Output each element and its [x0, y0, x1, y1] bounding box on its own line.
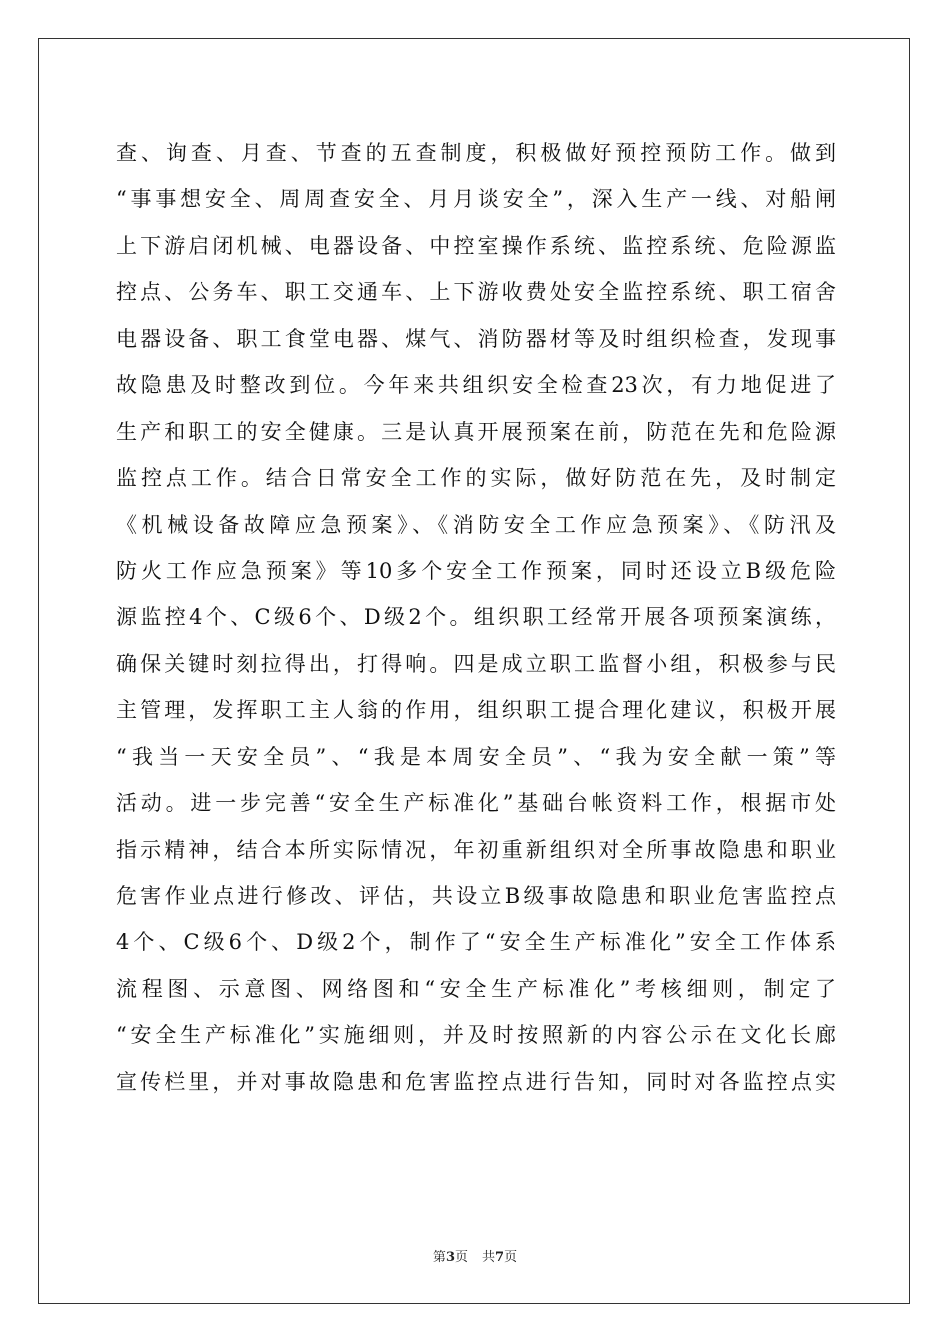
page-footer	[0, 1246, 950, 1265]
text-line-18: 4个、C级6个、D级2个，制作了“安全生产标准化”安全工作体系	[116, 930, 836, 955]
text-line-15: 活动。进一步完善“安全生产标准化”基础台帐资料工作，根据市处	[116, 791, 836, 816]
body-text	[116, 130, 836, 1105]
text-line-7: 生产和职工的安全健康。三是认真开展预案在前，防范在先和危险源	[116, 419, 836, 444]
text-line-21: 宣传栏里，并对事故隐患和危害监控点进行告知，同时对各监控点实	[116, 1069, 836, 1094]
page-number: 3	[445, 1250, 455, 1265]
text-line-20: “安全生产标准化”实施细则，并及时按照新的内容公示在文化长廊	[116, 1023, 836, 1048]
text-line-13: 主管理，发挥职工主人翁的作用，组织职工提合理化建议，积极开展	[116, 698, 836, 723]
text-line-5: 电器设备、职工食堂电器、煤气、消防器材等及时组织检查，发现事	[116, 326, 836, 351]
total-pages: 7	[495, 1250, 505, 1265]
text-line-16: 指示精神，结合本所实际情况，年初重新组织对全所事故隐患和职业	[116, 837, 836, 862]
text-line-1: 查、询查、月查、节查的五查制度，积极做好预控预防工作。做到	[116, 141, 836, 165]
total-suffix: 页	[504, 1250, 518, 1265]
text-line-9: 《机械设备故障应急预案》、《消防安全工作应急预案》、《防汛及	[116, 512, 836, 537]
text-line-2: “事事想安全、周周查安全、月月谈安全”，深入生产一线、对船闸	[116, 187, 836, 212]
text-line-4: 控点、公务车、职工交通车、上下游收费处安全监控系统、职工宿舍	[116, 280, 836, 305]
page-prefix: 第	[432, 1250, 446, 1265]
text-line-14: “我当一天安全员”、“我是本周安全员”、“我为安全献一策”等	[116, 744, 836, 769]
text-line-19: 流程图、示意图、网络图和“安全生产标准化”考核细则，制定了	[116, 976, 836, 1001]
text-line-8: 监控点工作。结合日常安全工作的实际，做好防范在先，及时制定	[116, 466, 836, 491]
page-suffix: 页	[454, 1250, 468, 1265]
text-line-6: 故隐患及时整改到位。今年来共组织安全检查23次，有力地促进了	[116, 373, 836, 398]
text-line-3: 上下游启闭机械、电器设备、中控室操作系统、监控系统、危险源监	[116, 233, 836, 258]
text-line-10: 防火工作应急预案》等10多个安全工作预案，同时还设立B级危险	[116, 558, 836, 583]
text-line-12: 确保关键时刻拉得出，打得响。四是成立职工监督小组，积极参与民	[116, 651, 836, 676]
total-prefix: 共	[482, 1250, 496, 1265]
text-line-17: 危害作业点进行修改、评估，共设立B级事故隐患和职业危害监控点	[116, 884, 836, 908]
text-line-11: 源监控4个、C级6个、D级2个。组织职工经常开展各项预案演练，	[116, 605, 836, 630]
